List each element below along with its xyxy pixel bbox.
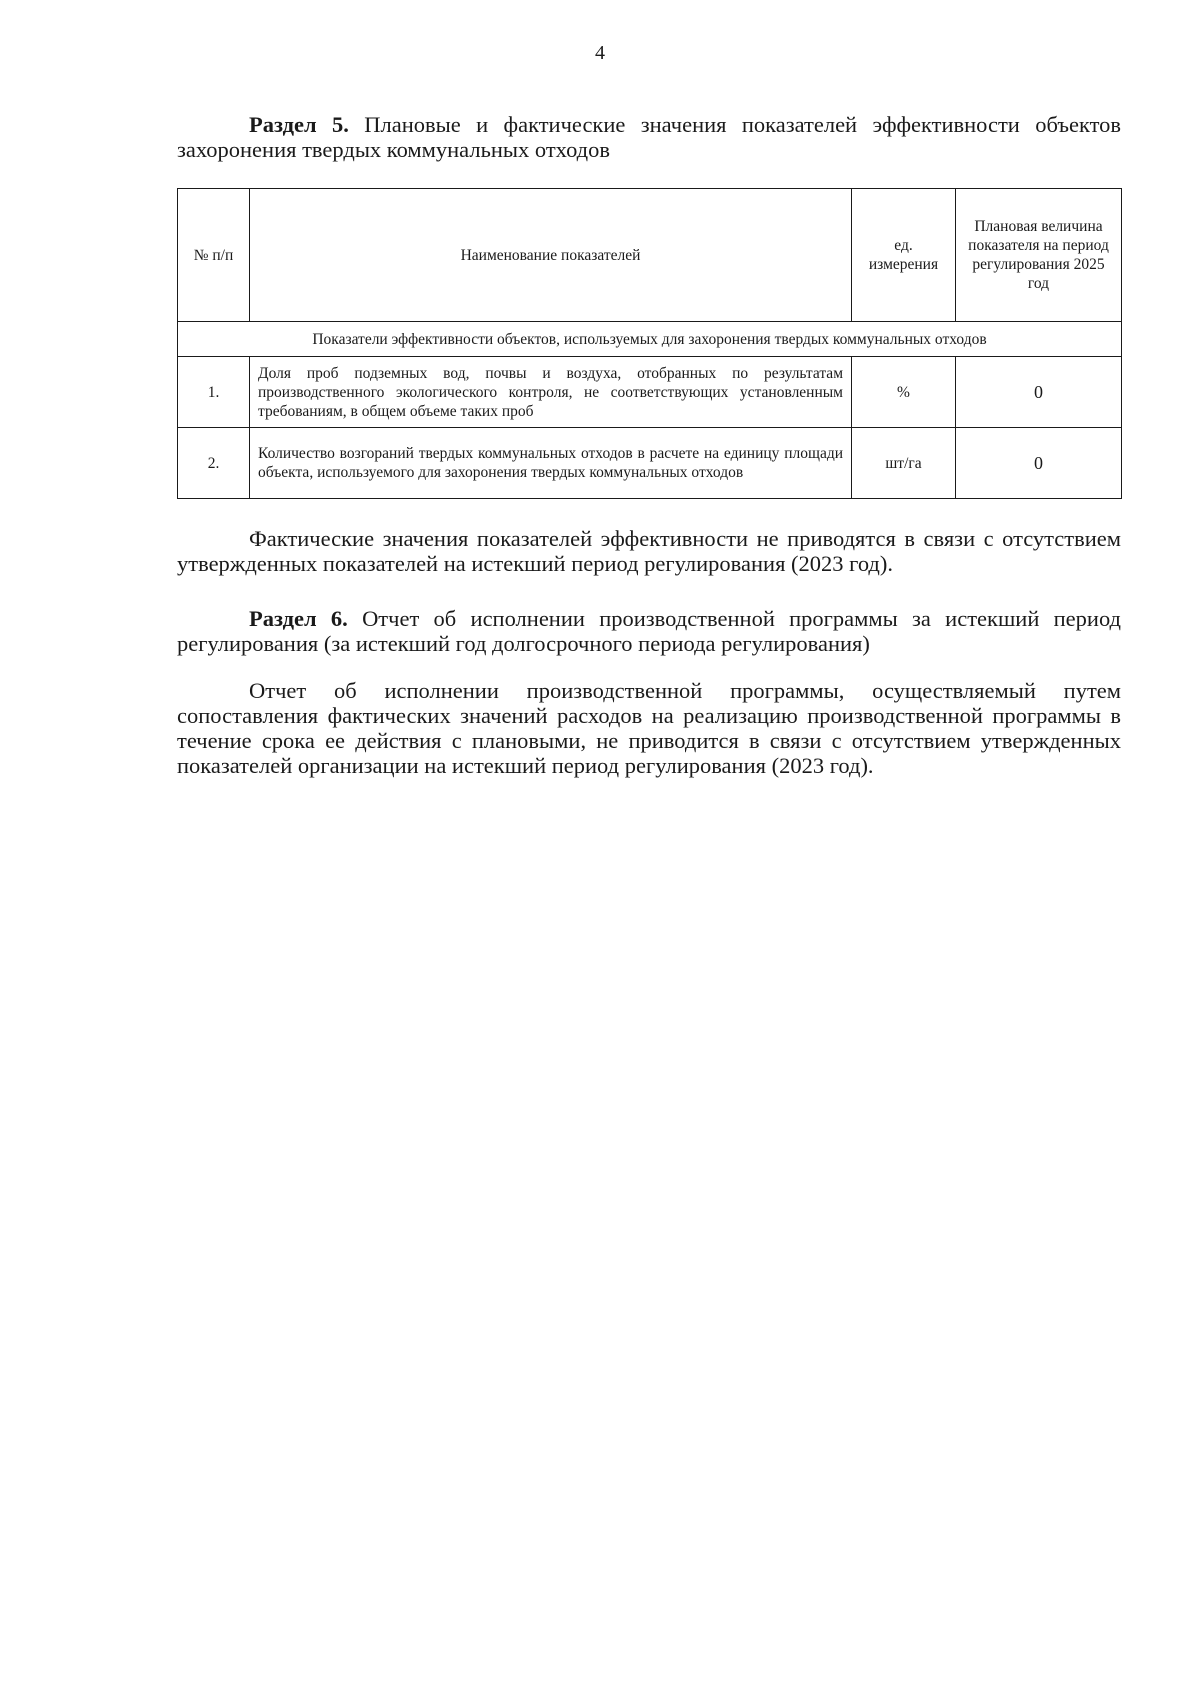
row-unit: %: [852, 357, 956, 428]
header-plan: Плановая величина показателя на период регулирования 2025 год: [956, 189, 1122, 322]
group-title: Показатели эффективности объектов, используемых для захоронения твердых коммунальных отходов: [178, 322, 1122, 357]
section-6-title: Отчет об исполнении производственной программы за истекший период регулирования (за истекший год долгосрочного периода регулирования): [177, 606, 1121, 656]
table-row: [178, 357, 1122, 428]
row-indicator-name: Доля проб подземных вод, почвы и воздуха, отобранных по результатам производственного экологического контроля, не соответствующих установленным требованиям, в общем объеме таких проб: [250, 357, 852, 428]
table-row: [178, 428, 1122, 499]
row-indicator-name: Количество возгораний твердых коммунальных отходов в расчете на единицу площади объекта, используемого для захоронения твердых коммунальных отходов: [250, 428, 852, 499]
table-group-row: [178, 322, 1122, 357]
row-unit: шт/га: [852, 428, 956, 499]
section-6-label: Раздел 6.: [249, 606, 348, 631]
row-plan-value: 0: [956, 428, 1122, 499]
section-5-heading: [177, 112, 1121, 162]
page-number: 4: [595, 42, 605, 64]
indicators-table: [177, 188, 1122, 499]
row-number: 2.: [178, 428, 250, 499]
section-6-heading: [177, 606, 1121, 656]
table-header-row: [178, 189, 1122, 322]
header-name: Наименование показателей: [250, 189, 852, 322]
header-num: № п/п: [178, 189, 250, 322]
section-5-label: Раздел 5.: [249, 112, 349, 137]
section-5-title: Плановые и фактические значения показателей эффективности объектов захоронения твердых коммунальных отходов: [177, 112, 1122, 162]
paragraph-program-report: Отчет об исполнении производственной программы, осуществляемый путем сопоставления фактических значений расходов на реализацию производственной программы в течение срока ее действия с плановыми, не приводится в связи с отсутствием утвержденных показателей организации на истекший период регулирования (2023 год).: [177, 678, 1121, 778]
header-unit: ед. измерения: [852, 189, 956, 322]
paragraph-factual-values: Фактические значения показателей эффективности не приводятся в связи с отсутствием утвержденных показателей на истекший период регулирования (2023 год).: [177, 526, 1121, 576]
row-plan-value: 0: [956, 357, 1122, 428]
row-number: 1.: [178, 357, 250, 428]
